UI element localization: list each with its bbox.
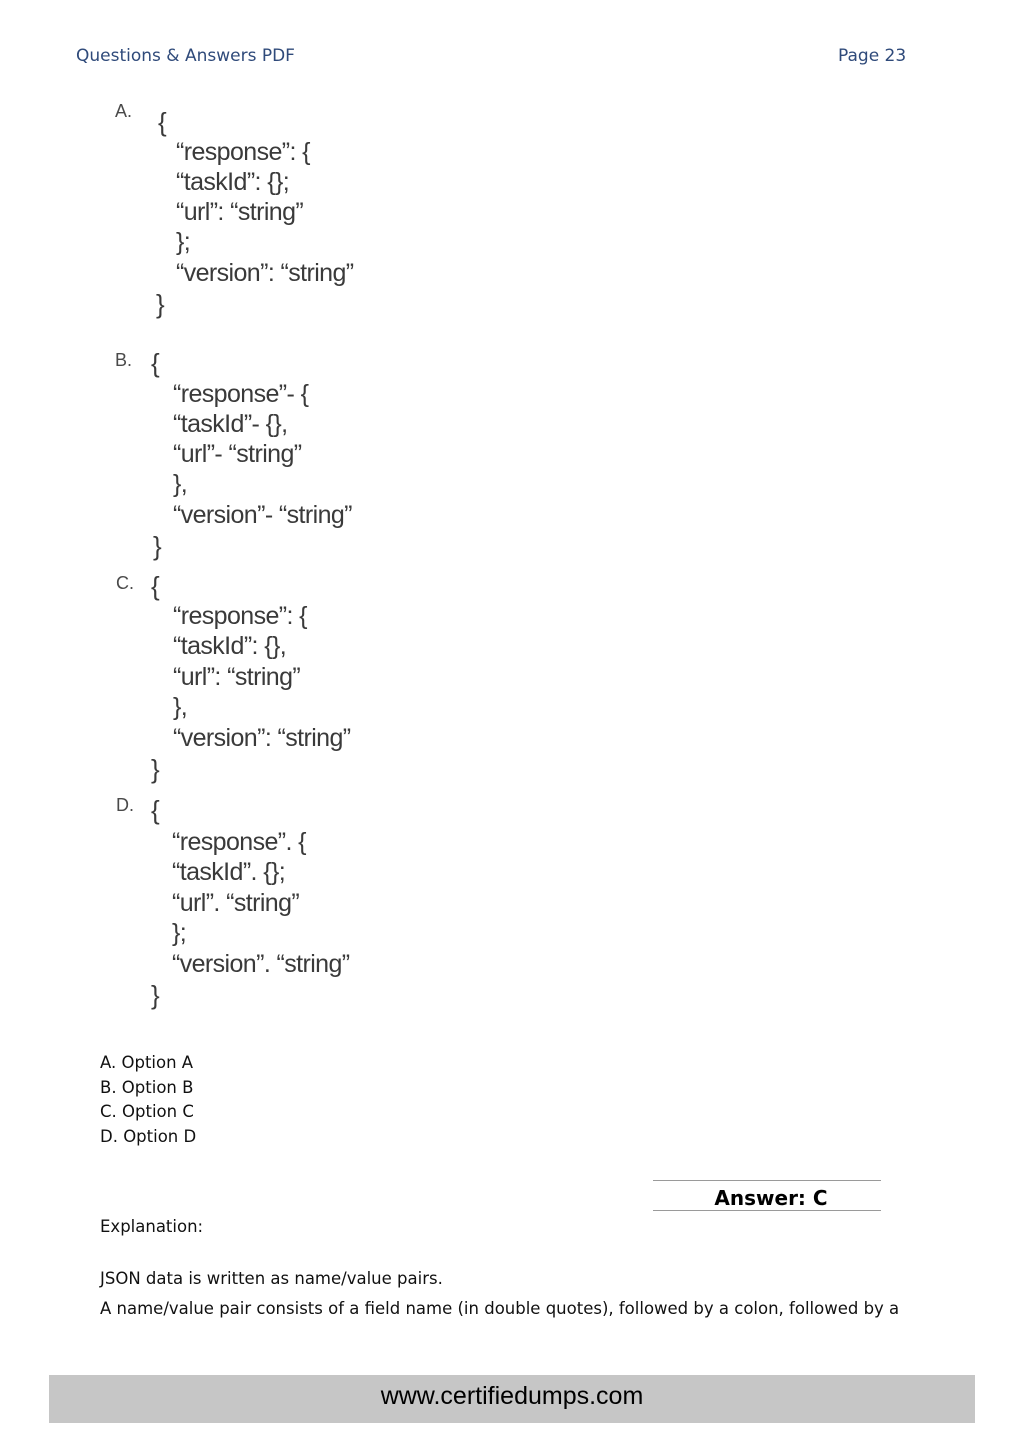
explanation-label: Explanation: <box>100 1217 204 1236</box>
footer-bar <box>49 1375 975 1423</box>
code-line: }; <box>172 919 187 947</box>
code-line: { <box>151 348 160 378</box>
code-line: { <box>151 571 160 601</box>
choice-a[interactable]: A. Option A <box>100 1053 194 1072</box>
choice-c[interactable]: C. Option C <box>100 1102 194 1121</box>
code-line: “version”. “string” <box>172 950 350 978</box>
code-line: “taskId”: {}, <box>173 632 287 660</box>
code-line: { <box>158 107 167 137</box>
explanation-line-2: A name/value pair consists of a field name (in double quotes), followed by a colon, followed by a <box>100 1299 900 1318</box>
page-number: Page 23 <box>838 46 907 66</box>
code-line: “url”- “string” <box>173 440 302 468</box>
code-line: “response”: { <box>173 602 307 630</box>
answer-choices <box>100 1051 196 1149</box>
code-line: } <box>156 289 165 319</box>
footer-url[interactable]: www.certifiedumps.com <box>380 1382 644 1410</box>
code-line: } <box>153 531 162 561</box>
answer-label: Answer: C <box>714 1186 828 1210</box>
header-title: Questions & Answers PDF <box>76 46 295 66</box>
choice-b[interactable]: B. Option B <box>100 1077 194 1097</box>
answer-bottom-rule <box>653 1210 881 1211</box>
code-line: } <box>151 754 160 784</box>
code-option-letter: D. <box>116 795 134 815</box>
code-line: “version”: “string” <box>176 259 354 287</box>
code-line: “taskId”: {}; <box>176 168 290 196</box>
code-option-letter: A. <box>115 101 133 121</box>
code-line: }, <box>173 693 188 721</box>
code-line: “version”: “string” <box>173 724 351 752</box>
code-line: “url”: “string” <box>176 198 304 226</box>
code-line: }, <box>173 470 188 498</box>
choice-d[interactable]: D. Option D <box>100 1126 197 1146</box>
code-option-letter: C. <box>116 573 134 593</box>
code-line: “url”: “string” <box>173 663 301 691</box>
code-line: “response”. { <box>172 828 306 856</box>
explanation-line-1: JSON data is written as name/value pairs. <box>100 1269 443 1288</box>
code-line: “taskId”- {}, <box>173 410 288 438</box>
answer-top-rule <box>653 1180 881 1181</box>
code-line: “response”: { <box>176 138 310 166</box>
code-line: “taskId”. {}; <box>172 858 286 886</box>
code-option-letter: B. <box>115 350 133 370</box>
code-line: “version”- “string” <box>173 501 352 529</box>
code-line: }; <box>176 228 191 256</box>
code-line: “response”- { <box>173 380 309 408</box>
code-line: “url”. “string” <box>172 889 300 917</box>
code-line: { <box>151 795 160 825</box>
code-line: } <box>151 980 160 1010</box>
